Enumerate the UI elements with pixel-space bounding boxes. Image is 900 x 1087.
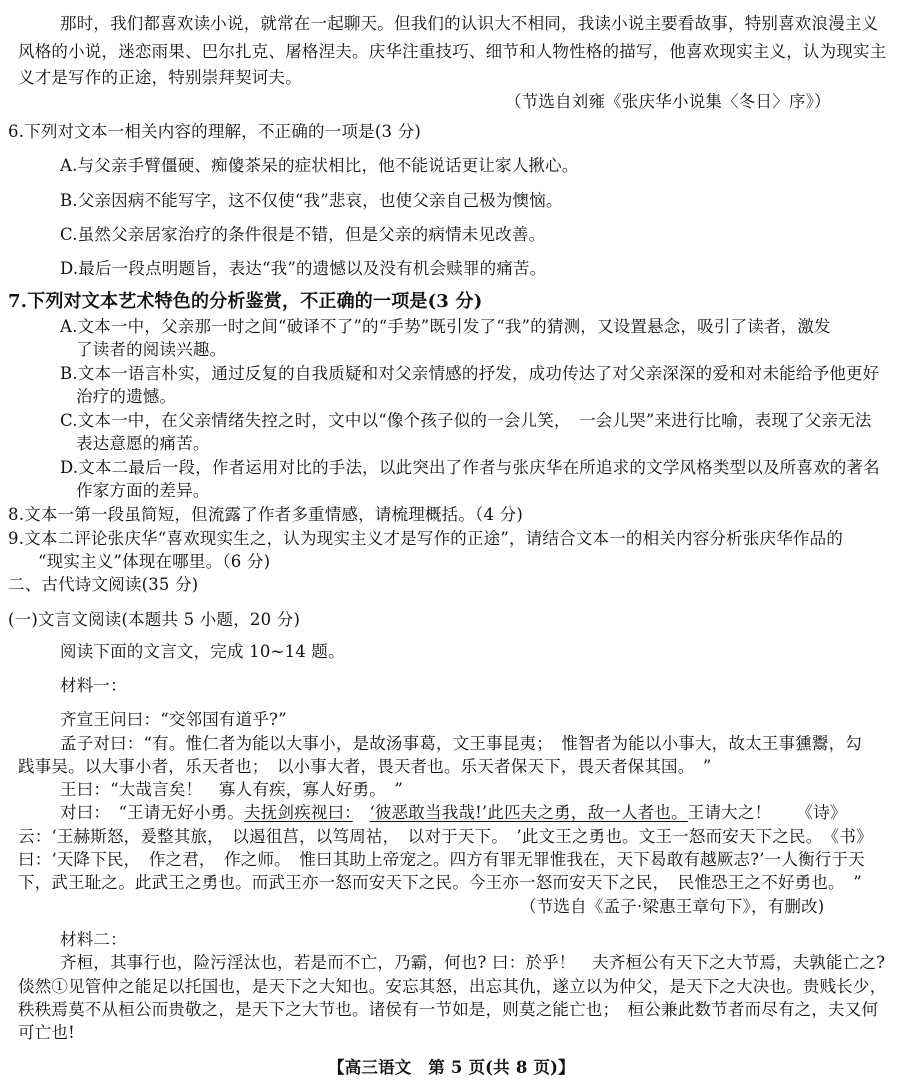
q9-line-1: 9.文本二评论张庆华“喜欢现实生之，认为现实主义才是写作的正途”，请结合文本一的相关内容分析张庆华作品的 [8,529,844,548]
q7-line-3: B.文本一语言朴实，通过反复的自我质疑和对父亲情感的抒发，成功传达了对父亲深深的爱和对未能给予他更好 [60,364,880,383]
material1-line-5-e: 王请大之！ 《诗》 [687,803,847,822]
q6-option-c: C.虽然父亲居家治疗的条件很是不错，但是父亲的病情未见改善。 [60,225,546,244]
material1-line-5-space [353,803,370,822]
material1-underlined-phrase-1: 夫抚剑疾视曰： [244,803,353,822]
section-2-heading: 二、古代诗文阅读(35 分) [8,575,199,594]
q7-line-5: C.文本一中，在父亲情绪失控之时，文中以“像个孩子似的一会儿笑， 一会儿哭”来进行比喻，表现了父亲无法 [60,411,872,430]
material1-source: （节选自《孟子·梁惠王章句下》，有删改) [520,897,825,916]
material1-line-1: 齐宣王问曰：“交邻国有道乎?” [60,710,287,729]
q7-line-8: 作家方面的差异。 [76,481,210,500]
section-2-1-heading: (一)文言文阅读(本题共 5 小题，20 分) [8,610,301,629]
material1-line-8: 下，武王耻之。此武王之勇也。而武王亦一怒而安天下之民。今王亦一怒而安天下之民， 民惟恐王之不好勇也。 ” [18,873,862,892]
material1-label: 材料一： [60,676,127,695]
page-footer: 【高三语文 第 5 页(共 8 页)】 [328,1058,575,1077]
material1-line-7: 曰：‘天降下民， 作之君， 作之师。 惟曰其助上帝宠之。四方有罪无罪惟我在，天下曷敢有越厥志?’一人衡行于天 [18,850,865,869]
text1-line-1: 那时，我们都喜欢读小说，就常在一起聊天。但我们的认识大不相同，我读小说主要看故事，特别喜欢浪漫主义 [60,14,879,33]
material1-line-6: 云：‘王赫斯怒，爰整其旅， 以遏徂莒，以笃周祜， 以对于天下。 ’此文王之勇也。文王一怒而安天下之民。 《书》 [18,827,873,846]
q7-line-1: A.文本一中，父亲那一时之间“破译不了”的“手势”既引发了“我”的猜测，又设置悬念，吸引了读者，激发 [60,317,831,336]
material1-line-5 [60,801,847,825]
q7-line-2: 了读者的阅读兴趣。 [76,340,227,359]
q7-line-4: 治疗的遗憾。 [76,387,177,406]
q7-line-6: 表达意愿的痛苦。 [76,434,210,453]
material2-line-3: 秩秩焉莫不从桓公而贵敬之，是天下之大节也。诸侯有一节如是，则莫之能亡也； 桓公兼此数节者而尽有之，夫又何 [18,1000,879,1019]
material1-line-4: 王曰：“大哉言矣！ 寡人有疾，寡人好勇。 ” [60,780,404,799]
material2-line-1: 齐桓，其事行也，险污淫汰也，若是而不亡，乃霸，何也? 曰：於乎！ 夫齐桓公有天下之大节焉，夫孰能亡之? [60,953,886,972]
q6-stem: 6.下列对文本一相关内容的理解，不正确的一项是(3 分) [8,122,421,141]
material2-line-4: 可亡也! [18,1023,75,1042]
q7-line-7: D.文本二最后一段，作者运用对比的手法，以此突出了作者与张庆华在所追求的文学风格类型以及所喜欢的著名 [60,458,880,477]
material1-line-3: 践事吴。以大事小者，乐天者也； 以小事大者，畏天者也。乐天者保天下，畏天者保其国。 ” [18,757,712,776]
material2-label: 材料二： [60,930,127,949]
text1-source: （节选自刘雍《张庆华小说集〈冬日〉序》） [505,92,831,111]
q7-stem: 7.下列对文本艺术特色的分析鉴赏，不正确的一项是(3 分) [8,291,483,312]
material1-line-2: 孟子对曰：“有。惟仁者为能以大事小，是故汤事葛，文王事昆夷； 惟智者为能以小事大，故太王事獯鬻，勾 [60,734,862,753]
q8: 8.文本一第一段虽简短，但流露了作者多重情感，请梳理概括。（4 分) [8,505,523,524]
q6-option-a: A.与父亲手臂僵硬、痴傻茶呆的症状相比，他不能说话更让家人揪心。 [60,156,579,175]
q6-option-b: B.父亲因病不能写字，这不仅使“我”悲哀，也使父亲自己极为懊恼。 [60,191,563,210]
text1-line-2: 风格的小说，迷恋雨果、巴尔扎克、屠格涅夫。庆华注重技巧、细节和人物性格的描写，他喜欢现实主义，认为现实主 [18,42,887,61]
text1-line-3: 义才是写作的正途，特别崇拜契诃夫。 [18,68,302,87]
material2-line-2: 倓然①见管仲之能足以托国也，是天下之大知也。安忘其怒，出忘其仇，遂立以为仲父，是天下之大决也。贵贱长少， [18,977,887,996]
material1-line-5-a: 对曰： “王请无好小勇。 [60,803,245,822]
q6-option-d: D.最后一段点明题旨，表达“我”的遗憾以及没有机会赎罪的痛苦。 [60,259,547,278]
material1-underlined-phrase-2: ‘彼恶敢当我哉!’此匹夫之勇，敌一人者也。 [369,803,688,822]
q9-line-2: “现实主义”体现在哪里。（6 分) [38,552,271,571]
reading-instruction: 阅读下面的文言文，完成 10~14 题。 [60,642,345,661]
